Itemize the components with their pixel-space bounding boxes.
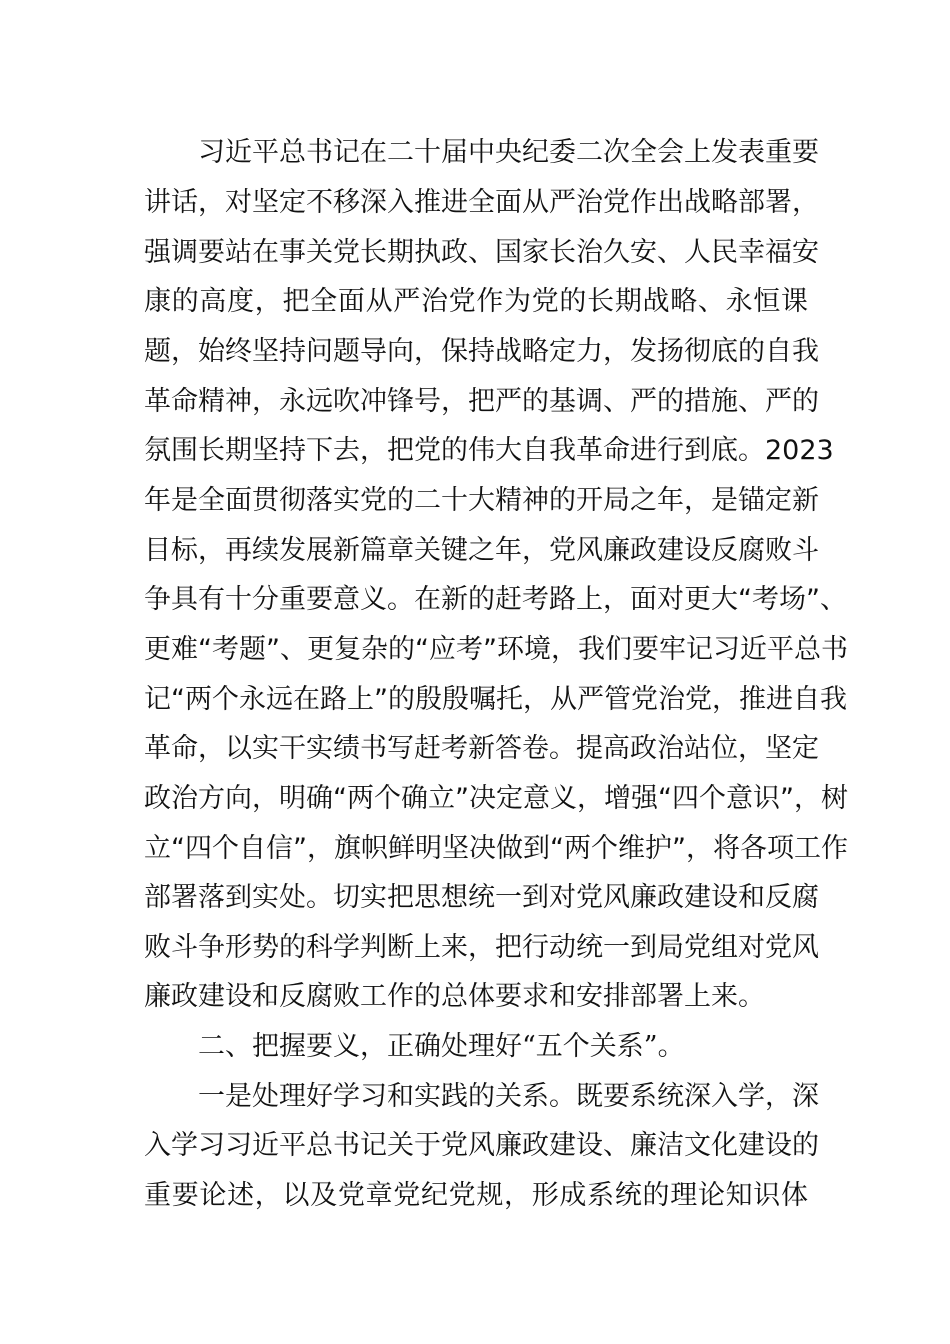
text-line: 康的高度，把全面从严治党作为党的长期战略、永恒课 xyxy=(144,286,808,317)
text-line: 部署落到实处。切实把思想统一到对党风廉政建设和反腐 xyxy=(144,882,819,913)
text-line: 更难“考题”、更复杂的“应考”环境，我们要牢记习近平总书 xyxy=(144,634,848,665)
text-line: 目标，再续发展新篇章关键之年，党风廉政建设反腐败斗 xyxy=(144,535,819,566)
text-line: 重要论述，以及党章党纪党规，形成系统的理论知识体 xyxy=(144,1180,808,1211)
text-line: 入学习习近平总书记关于党风廉政建设、廉洁文化建设的 xyxy=(144,1130,819,1161)
section-heading: 二、把握要义，正确处理好“五个关系”。 xyxy=(198,1031,685,1062)
text-line: 廉政建设和反腐败工作的总体要求和安排部署上来。 xyxy=(144,981,765,1012)
text-line: 革命精神，永远吹冲锋号，把严的基调、严的措施、严的 xyxy=(144,386,819,417)
text-line: 讲话，对坚定不移深入推进全面从严治党作出战略部署， xyxy=(144,187,819,218)
text-line: 习近平总书记在二十届中央纪委二次全会上发表重要 xyxy=(198,137,819,168)
text-line: 一是处理好学习和实践的关系。既要系统深入学，深 xyxy=(198,1081,819,1112)
text-line: 立“四个自信”，旗帜鲜明坚决做到“两个维护”，将各项工作 xyxy=(144,833,848,864)
text-line: 记“两个永远在路上”的殷殷嘱托，从严管党治党，推进自我 xyxy=(144,684,847,715)
text-line: 政治方向，明确“两个确立”决定意义，增强“四个意识”，树 xyxy=(144,783,848,814)
text-line: 争具有十分重要意义。在新的赶考路上，面对更大“考场”、 xyxy=(144,584,847,615)
text-line: 败斗争形势的科学判断上来，把行动统一到局党组对党风 xyxy=(144,932,819,963)
text-line: 题，始终坚持问题导向，保持战略定力，发扬彻底的自我 xyxy=(144,336,819,367)
text-line: 革命，以实干实绩书写赶考新答卷。提高政治站位，坚定 xyxy=(144,733,819,764)
text-line: 强调要站在事关党长期执政、国家长治久安、人民幸福安 xyxy=(144,237,819,268)
text-line: 年是全面贯彻落实党的二十大精神的开局之年，是锚定新 xyxy=(144,485,819,516)
text-line: 氛围长期坚持下去，把党的伟大自我革命进行到底。2023 xyxy=(144,435,834,466)
